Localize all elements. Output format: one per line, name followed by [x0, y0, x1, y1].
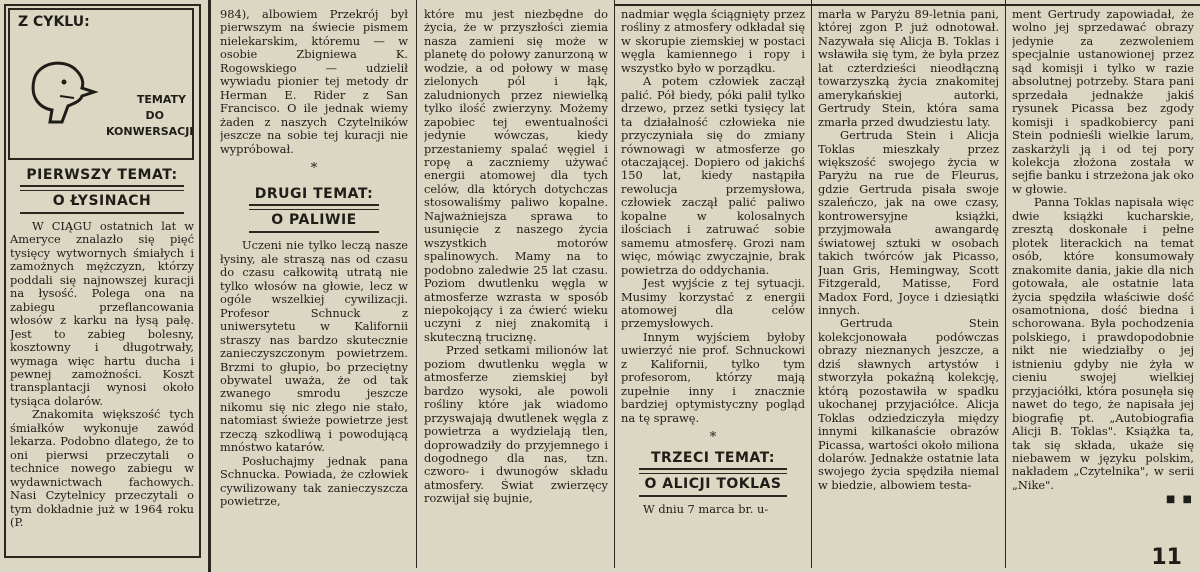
- main-left-border: [208, 0, 211, 572]
- series-subtitle-line: DO: [145, 109, 164, 122]
- topic-heading: [249, 185, 380, 233]
- column-rule: [614, 0, 615, 568]
- article-paragraph: Gertruda Stein kolekcjonowała podówczas obrazy nieznanych jeszcze, a dziś sławnych artystów i stworzyła pokaźną kolekcję, którą pozostawiła w spadku ukochanej przyjaciółce. Alicja Toklas odziedziczyła między innymi kilkanaście obrazów Picassa, wartości około miliona dolarów. Jednakże ostatnie lata swojego życia spędziła niemal w biedzie, albowiem testa-: [818, 316, 999, 492]
- page-number: 11: [1151, 545, 1182, 570]
- article-paragraph: W dniu 7 marca br. u-: [643, 501, 769, 516]
- topic-heading-line2: O ALICJI TOKLAS: [639, 473, 788, 497]
- article-paragraph: 984), albowiem Przekrój był pierwszym na świecie pismem nielekarskim, któremu — w osobie Zbigniewa K. Rogowskiego — udzielił wywiadu pionier tej metody dr Herman E. Rider z San Francisco. O ile jednak wiemy żaden z naszych Czytelników jeszcze na sobie tej kuracji nie wypróbował.: [220, 8, 408, 156]
- article-paragraph: Panna Toklas napisała więc dwie książki kucharskie, zresztą doskonałe i pełne plotek literackich na temat osób, które konsumowały znakomite dania, jakie dla nich gotowała, ale ostatnie lata życia spędziła właściwie dość osamotniona, dość biedna i schorowana. Była pochodzenia polskiego, i prawdopodobnie nikt nie wiedziałby o jej istnieniu gdyby nie żyła w cieniu swojej wielkiej przyjaciółki, która posunęła się nawet do tego, że napisała jej biografię pt. „Autobiografia Alicji B. Toklas". Książka ta, tak się składa, ukaże się niebawem w języku polskim, nakładem „Czytelnika", w serii „Nike".: [1012, 195, 1194, 492]
- profile-head-icon: [20, 52, 100, 132]
- series-subtitle-line: KONWERSACJI: [106, 125, 194, 138]
- sidebar-right-border: [199, 4, 201, 558]
- article-paragraph: ment Gertrudy zapowiadał, że wolno jej sprzedawać obrazy jedynie za zezwoleniem specjalnie ustanowionej przez sąd komisji i tylko w razie absolutnej potrzeby. Stara pani sprzedała jednakże jakiś rysunek Picassa bez zgody komisji i spadkobiercy pani Stein podnieśli wielkie larum, zaskarżyli ją i od tej pory kolekcja złożona została w sejfie banku i strzeżona jak oko w głowie.: [1012, 8, 1194, 196]
- article-paragraph: Gertruda Stein i Alicja Toklas mieszkały przez większość swojego życia w Paryżu na rue de Fleurus, gdzie Gertruda pisała swoje szaleńczo, jak na owe czasy, kontrowersyjne książki, przyjmowała awangardę światowej sztuki w osobach takich twórców jak Picasso, Juan Gris, Hemingway, Scott Fitzgerald, Matisse, Ford Madox Ford, Joyce i dziesiątki innych.: [818, 128, 999, 317]
- article-paragraph: które mu jest niezbędne do życia, że w przyszłości ziemia nasza zamieni się może w planetę do połowy zanurzoną w wodzie, a od połowy w masę zielonych pól i łąk, zaludnionych przez niewielką tylko ilość zwierzyny. Możemy zapobiec tej ewentualności jedynie wówczas, kiedy przestaniemy spalać węgiel i ropę a zaczniemy używać energii atomowej dla tych celów, dla których dotychczas stosowaliśmy paliwo kopalne. Najważniejsza sprawa to usunięcie z naszego życia wszystkich motorów spalinowych. Mamy na to podobno zaledwie 25 lat czasu. Poziom dwutlenku węgla w atmosferze wzrasta w sposób niepokojący i za ćwierć wieku uczyni z niej znakomitą i skuteczną truciznę.: [424, 8, 608, 344]
- article-paragraph: Znakomita większość tych śmiałków wykonuje zawód lekarza. Podobno dlatego, że to oni pierwsi przeczytali o technice nowego zabiegu w wydawnictwach fachowych. Nasi Czytelnicy przeczytali o tym dokładnie już w 1964 roku (P.: [10, 407, 194, 529]
- article-paragraph: W CIĄGU ostatnich lat w Ameryce znalazło się pięć tysięcy wytwornych śmiałych i zamożnych mężczyzn, którzy poddali się najnowszej kuracji na łysość. Polega ona na zabiegu przeflancowania włosów z karku na łysą pałę. Jest to zabieg bolesny, kosztowny i długotrwały, wymaga więc hartu ducha i pewnej zamożności. Koszt transplantacji wynosi około tysiąca dolarów.: [10, 219, 194, 408]
- series-subtitle-line: TEMATY: [136, 93, 186, 106]
- column-rule: [416, 0, 417, 568]
- column-2: [220, 8, 408, 568]
- top-border: [4, 4, 200, 6]
- article-paragraph: nadmiar węgla ściągnięty przez rośliny z atmosfery odkładał się w skorupie ziemskiej w postaci węgla kamiennego i ropy i wszystko było w porządku.: [621, 8, 805, 75]
- series-subtitle: [106, 92, 194, 140]
- article-paragraph: Innym wyjściem byłoby uwierzyć nie prof. Schnuckowi z Kalifornii, tylko tym profesorom, którzy mają zupełnie inny i znacznie bardziej optymistyczny pogląd na tę sprawę.: [621, 329, 805, 425]
- article-paragraph: marła w Paryżu 89-letnia pani, której zgon P. już odnotował. Nazywała się Alicja B. Toklas i wsławiła się tym, że była przez lat czterdzieści nieodłączną towarzyszką życia znakomitej amerykańskiej autorki, Gertrudy Stein, która sama zmarła przed dwudziestu laty.: [818, 8, 999, 129]
- column-5: [818, 8, 999, 568]
- top-rule: [614, 4, 1200, 6]
- topic-heading-line1: TRZECI TEMAT:: [639, 449, 788, 470]
- topic-heading-line2: O PALIWIE: [249, 209, 380, 233]
- topic-heading-line1: DRUGI TEMAT:: [249, 185, 380, 206]
- column-3: [424, 8, 608, 568]
- section-separator: *: [310, 160, 318, 176]
- end-mark-row: [1012, 492, 1194, 506]
- end-mark: ■ ■: [1165, 494, 1194, 506]
- section-separator: *: [709, 430, 717, 446]
- topic-heading-line2: O ŁYSINACH: [20, 190, 183, 214]
- article-paragraph: Posłuchajmy jednak pana Schnucka. Powiada, że człowiek cywilizowany tak zanieczyszcza powietrze,: [220, 453, 408, 509]
- topic-heading: [20, 166, 183, 214]
- article-paragraph: Uczeni nie tylko leczą nasze łysiny, ale straszą nas od czasu do czasu całkowitą utratą nie tylko włosów na głowie, lecz w ogóle wszelkiej cywilizacji. Profesor Schnuck z uniwersytetu w Kalifornii straszy nas bardzo skutecznie zanieczyszczonym powietrzem. Brzmi to głupio, bo przeciętny obywatel uważa, że od tak zwanego smrodu jeszcze nikomu się nic złego nie stało, natomiast świeże powietrze jest rzeczą szkodliwą i powodującą mnóstwo katarów.: [220, 238, 408, 455]
- column-rule: [811, 0, 812, 568]
- article-paragraph: Przed setkami milionów lat poziom dwutlenku węgla w atmosferze ziemskiej był bardzo wysoki, ale powoli rośliny które jak wiadomo przyswajają dwutlenek węgla z powietrza a wydzielają tlen, doprowadziły do przyjemnego i dogodnego dla nas, tzn. czworo- i dwunogów składu atmosfery. Świat zwierzęcy rozwijał się bujnie,: [424, 343, 608, 506]
- column-6: [1012, 8, 1194, 548]
- article-paragraph: A potem człowiek zaczął palić. Pół biedy, póki palił tylko drzewo, przez setki tysięcy lat ta działalność człowieka nie przyczyniała się do zmiany równowagi w atmosferze go otaczającej. Dopiero od jakichś 150 lat, kiedy nastąpiła rewolucja przemysłowa, człowiek zaczął palić paliwo kopalne w kolosalnych ilościach i zatruwać sobie samemu atmosferę. Grozi nam więc, mówiąc zwyczajnie, brak powietrza do oddychania.: [621, 74, 805, 277]
- column-4: [621, 8, 805, 568]
- column-rule: [1005, 0, 1006, 568]
- series-logo-box: [8, 8, 194, 160]
- series-label: Z CYKLU:: [18, 14, 90, 30]
- column-1: [10, 160, 194, 560]
- topic-heading-line1: PIERWSZY TEMAT:: [20, 166, 183, 187]
- left-border: [4, 4, 6, 558]
- article-paragraph: Jest wyjście z tej sytuacji. Musimy korzystać z energii atomowej dla celów przemysłowych.: [621, 276, 805, 331]
- topic-heading: [639, 449, 788, 497]
